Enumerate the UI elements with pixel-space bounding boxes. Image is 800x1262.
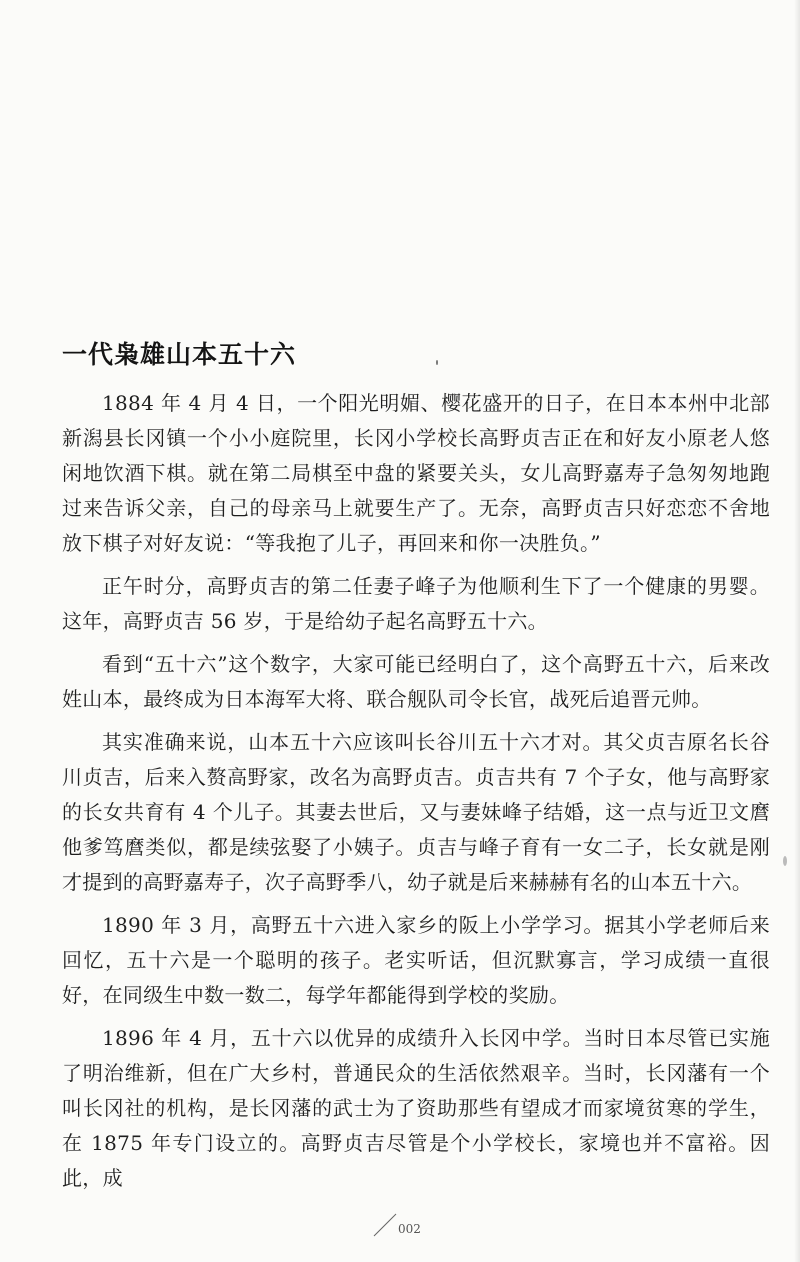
chapter-title: 一代枭雄山本五十六 [62, 339, 297, 369]
paragraph-5: 1890 年 3 月，高野五十六进入家乡的阪上小学学习。据其小学老师后来回忆，五十六是一个聪明的孩子。老实听话，但沉默寡言，学习成绩一直很好，在同级生中数一数二，每学年都能得到学校的奖励。 [62, 913, 770, 1007]
scan-speck [783, 856, 787, 866]
page-edge-shadow [794, 0, 800, 1262]
page-footer [0, 1206, 800, 1246]
scan-speck [436, 360, 438, 365]
paragraph-4: 其实准确来说，山本五十六应该叫长谷川五十六才对。其父贞吉原名长谷川贞吉，后来入赘高野家，改名为高野贞吉。贞吉共有 7 个子女，他与高野家的长女共育有 4 个儿子。其妻去世后，又与妻妹峰子结婚，这一点与近卫文麿他爹笃麿类似，都是续弦娶了小姨子。贞吉与峰子育有一女二子，长女就是刚才提到的高野嘉寿子，次子高野季八，幼子就是后来赫赫有名的山本五十六。 [62, 730, 770, 894]
page-number-slash-ornament [372, 1212, 398, 1238]
page-number: 002 [398, 1222, 421, 1236]
paragraph-1: 1884 年 4 月 4 日，一个阳光明媚、樱花盛开的日子，在日本本州中北部新潟县长冈镇一个小小庭院里，长冈小学校长高野贞吉正在和好友小原老人悠闲地饮酒下棋。就在第二局棋至中盘的紧要关头，女儿高野嘉寿子急匆匆地跑过来告诉父亲，自己的母亲马上就要生产了。无奈，高野贞吉只好恋恋不舍地放下棋子对好友说：“等我抱了儿子，再回来和你一决胜负。” [62, 391, 770, 555]
paragraph-6: 1896 年 4 月，五十六以优异的成绩升入长冈中学。当时日本尽管已实施了明治维新，但在广大乡村，普通民众的生活依然艰辛。当时，长冈藩有一个叫长冈社的机构，是长冈藩的武士为了资助那些有望成才而家境贫寒的学生，在 1875 年专门设立的。高野贞吉尽管是个小学校长，家境也并不富裕。因此，成 [62, 1026, 770, 1190]
body-text [62, 386, 770, 1204]
paragraph-3: 看到“五十六”这个数字，大家可能已经明白了，这个高野五十六，后来改姓山本，最终成为日本海军大将、联合舰队司令长官，战死后追晋元帅。 [62, 652, 770, 711]
paragraph-2: 正午时分，高野贞吉的第二任妻子峰子为他顺利生下了一个健康的男婴。这年，高野贞吉 56 岁，于是给幼子起名高野五十六。 [62, 574, 770, 633]
